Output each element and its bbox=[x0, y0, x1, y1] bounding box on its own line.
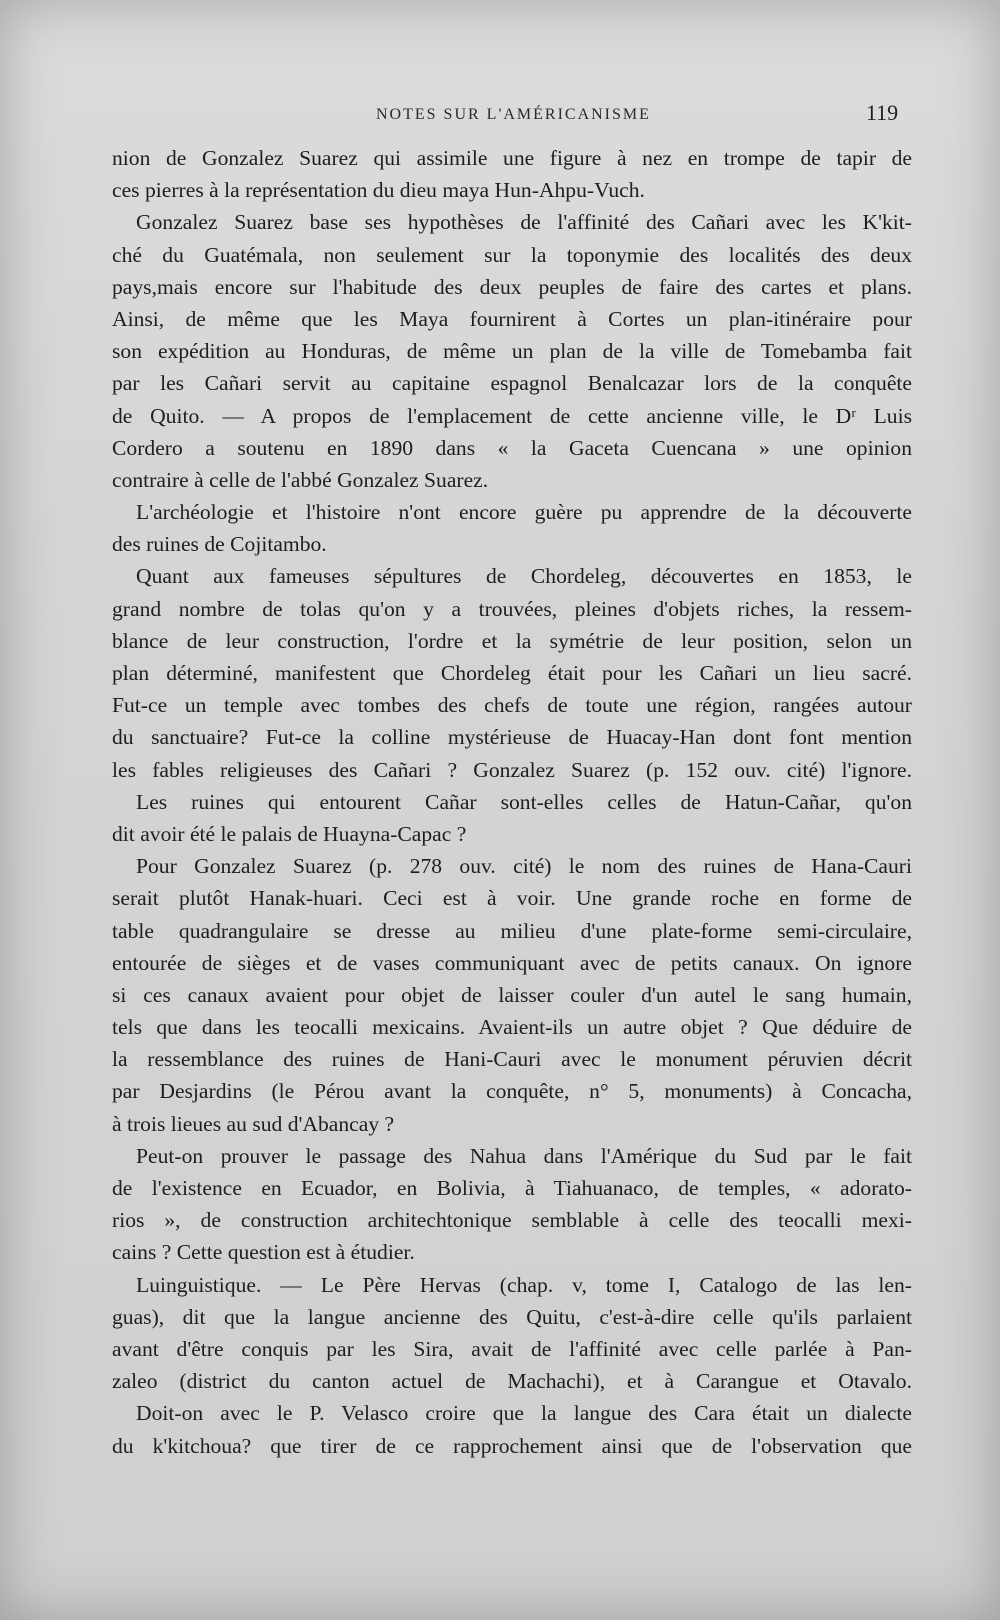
text-line: cains ? Cette question est à étudier. bbox=[112, 1240, 415, 1265]
text-line: de Quito. — A propos de l'emplacement de cette ancienne ville, le Dʳ Luis bbox=[112, 403, 912, 428]
body-text bbox=[112, 142, 912, 1462]
text-line: rios », de construction architechtonique semblable à celle des teocalli mexi- bbox=[112, 1208, 912, 1233]
text-line: ces pierres à la représentation du dieu maya Hun-Ahpu-Vuch. bbox=[112, 178, 645, 203]
text-line: Pour Gonzalez Suarez (p. 278 ouv. cité) le nom des ruines de Hana-Cauri bbox=[136, 854, 912, 879]
text-line: par Desjardins (le Pérou avant la conquête, n° 5, monuments) à Concacha, bbox=[112, 1079, 912, 1104]
page-header bbox=[0, 100, 1000, 136]
text-line: son expédition au Honduras, de même un plan de la ville de Tomebamba fait bbox=[112, 339, 912, 364]
text-line: avant d'être conquis par les Sira, avait de l'affinité avec celle parlée à Pan- bbox=[112, 1336, 912, 1361]
text-line: dit avoir été le palais de Huayna-Capac ? bbox=[112, 821, 467, 846]
text-line: table quadrangulaire se dresse au milieu d'une plate-forme semi-circulaire, bbox=[112, 918, 912, 943]
text-line: Cordero a soutenu en 1890 dans « la Gaceta Cuencana » une opinion bbox=[112, 435, 912, 460]
text-line: la ressemblance des ruines de Hani-Cauri avec le monument péruvien décrit bbox=[112, 1047, 912, 1072]
text-line: si ces canaux avaient pour objet de laisser couler d'un autel le sang humain, bbox=[112, 982, 912, 1007]
text-line: du k'kitchoua? que tirer de ce rapprochement ainsi que de l'observation que bbox=[112, 1433, 912, 1458]
text-line: contraire à celle de l'abbé Gonzalez Suarez. bbox=[112, 467, 489, 492]
text-line: serait plutôt Hanak-huari. Ceci est à voir. Une grande roche en forme de bbox=[112, 886, 912, 911]
text-line: Ainsi, de même que les Maya fournirent à Cortes un plan-itinéraire pour bbox=[112, 306, 912, 331]
text-line: des ruines de Cojitambo. bbox=[112, 532, 327, 557]
text-line: Fut-ce un temple avec tombes des chefs de toute une région, rangées autour bbox=[112, 693, 912, 718]
text-line: Peut-on prouver le passage des Nahua dans l'Amérique du Sud par le fait bbox=[136, 1143, 912, 1168]
text-line: guas), dit que la langue ancienne des Quitu, c'est-à-dire celle qu'ils parlaient bbox=[112, 1304, 912, 1329]
text-line: les fables religieuses des Cañari ? Gonzalez Suarez (p. 152 ouv. cité) l'ignore. bbox=[112, 757, 912, 782]
text-line: du sanctuaire? Fut-ce la colline mystérieuse de Huacay-Han dont font mention bbox=[112, 725, 912, 750]
text-line: Doit-on avec le P. Velasco croire que la langue des Cara était un dialecte bbox=[136, 1401, 912, 1426]
text-line: Luinguistique. — Le Père Hervas (chap. v, tome I, Catalogo de las len- bbox=[136, 1272, 912, 1297]
text-line: tels que dans les teocalli mexicains. Avaient-ils un autre objet ? Que déduire de bbox=[112, 1015, 912, 1040]
text-line: L'archéologie et l'histoire n'ont encore guère pu apprendre de la découverte bbox=[136, 500, 912, 525]
text-line: Gonzalez Suarez base ses hypothèses de l'affinité des Cañari avec les K'kit- bbox=[136, 210, 912, 235]
text-line: Quant aux fameuses sépultures de Chordeleg, découvertes en 1853, le bbox=[136, 564, 912, 589]
text-line: par les Cañari servit au capitaine espagnol Benalcazar lors de la conquête bbox=[112, 371, 912, 396]
text-line: à trois lieues au sud d'Abancay ? bbox=[112, 1111, 395, 1136]
text-line: grand nombre de tolas qu'on y a trouvées, pleines d'objets riches, la ressem- bbox=[112, 596, 912, 621]
text-line: pays,mais encore sur l'habitude des deux peuples de faire des cartes et plans. bbox=[112, 274, 912, 299]
text-line: de l'existence en Ecuador, en Bolivia, à Tiahuanaco, de temples, « adorato- bbox=[112, 1176, 912, 1200]
text-line: blance de leur construction, l'ordre et la symétrie de leur position, selon un bbox=[112, 628, 912, 653]
running-title: NOTES SUR L'AMÉRICANISME bbox=[376, 106, 651, 123]
text-line: nion de Gonzalez Suarez qui assimile une figure à nez en trompe de tapir de bbox=[112, 146, 912, 170]
text-line: entourée de sièges et de vases communiquant avec de petits canaux. On ignore bbox=[112, 950, 912, 975]
text-line: zaleo (district du canton actuel de Machachi), et à Carangue et Otavalo. bbox=[112, 1369, 912, 1394]
text-line: ché du Guatémala, non seulement sur la toponymie des localités des deux bbox=[112, 242, 912, 267]
text-line: plan déterminé, manifestent que Chordeleg était pour les Cañari un lieu sacré. bbox=[112, 661, 912, 685]
text-line: Les ruines qui entourent Cañar sont-elles celles de Hatun-Cañar, qu'on bbox=[136, 789, 912, 814]
page-number: 119 bbox=[866, 100, 899, 125]
